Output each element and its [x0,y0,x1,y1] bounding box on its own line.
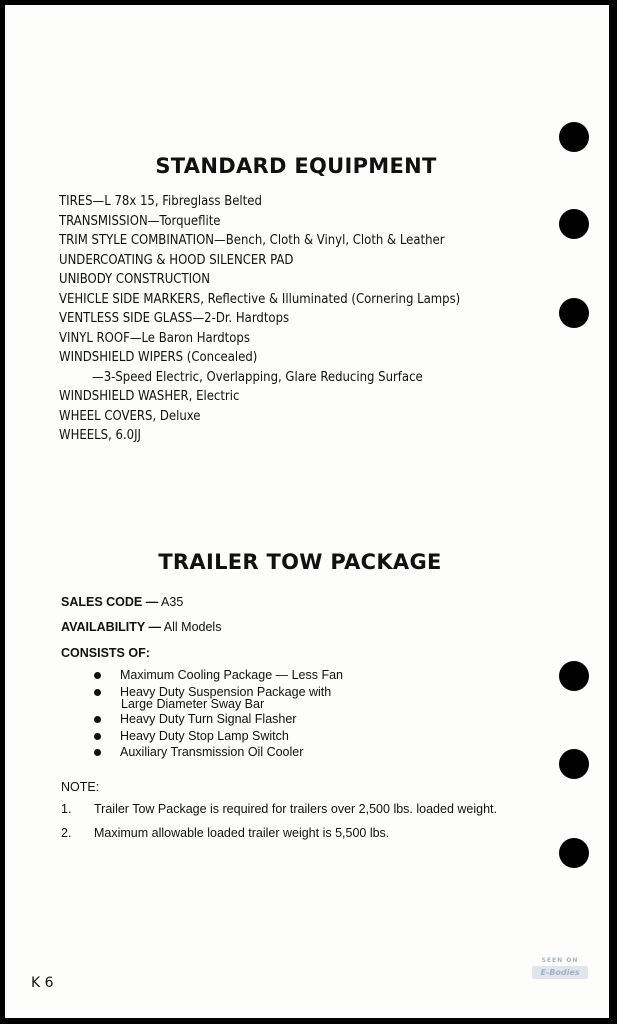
binder-hole [559,838,589,868]
list-item [93,711,343,728]
watermark-logo [532,957,588,991]
list-item: TIRES—L 78x 15, Fibreglass Belted [59,194,262,209]
watermark-bottom-text: E-Bodies [532,966,588,979]
note-label-text: NOTE: [61,780,100,794]
document-page [5,5,609,1018]
list-item [93,744,343,761]
list-item-continuation: —3-Speed Electric, Overlapping, Glare Reducing Surface [92,369,423,385]
list-item-text: Heavy Duty Turn Signal Flasher [120,712,297,726]
list-item-text: Maximum Cooling Package — Less Fan [120,668,344,682]
list-item-text: Auxiliary Transmission Oil Cooler [120,745,304,759]
list-item: TRANSMISSION—Torqueflite [59,213,221,229]
note-number: 1. [61,802,72,816]
consists-of-text: CONSISTS OF: [61,646,150,660]
list-item: VINYL ROOF—Le Baron Hardtops [59,330,250,346]
note-item [61,802,514,816]
note-number: 2. [61,826,72,840]
standard-equipment-list [59,192,460,446]
bullet-icon [94,672,101,679]
list-item: WINDSHIELD WASHER, Electric [59,389,240,404]
standard-equipment-heading: STANDARD EQUIPMENT [155,154,437,178]
list-item [93,667,343,684]
binder-hole [559,298,589,328]
list-item-text: Large Diameter Sway Bar [121,697,265,711]
binder-hole [559,209,589,239]
bullet-icon [94,733,101,740]
binder-hole [559,661,589,691]
consists-of-label [61,646,150,660]
bullet-icon [94,689,101,696]
binder-hole [559,122,589,152]
trailer-tow-heading: TRAILER TOW PACKAGE [158,550,442,574]
sales-code-line [61,595,183,609]
list-item-continuation [93,698,343,711]
list-item: VEHICLE SIDE MARKERS, Reflective & Illuminated (Cornering Lamps) [59,291,461,307]
bullet-icon [94,749,101,756]
bullet-icon [94,716,101,723]
list-item: UNDERCOATING & HOOD SILENCER PAD [59,252,294,268]
watermark-top-text: SEEN ON [541,957,579,964]
list-item: WINDSHIELD WIPERS (Concealed) [59,350,258,365]
list-item-text: Heavy Duty Stop Lamp Switch [120,728,289,743]
availability-value: All Models [163,620,222,634]
note-item [61,826,514,840]
list-item: VENTLESS SIDE GLASS—2-Dr. Hardtops [59,311,290,326]
note-text: Maximum allowable loaded trailer weight is 5,500 lbs. [94,826,390,840]
list-item-text: Heavy Duty Suspension Package with [120,684,332,699]
sales-code-label: SALES CODE — [61,595,159,609]
list-item: UNIBODY CONSTRUCTION [59,272,210,287]
availability-label: AVAILABILITY — [61,620,161,634]
availability-line [61,620,221,634]
note-text: Trailer Tow Package is required for trailers over 2,500 lbs. loaded weight. [94,802,497,816]
list-item: WHEEL COVERS, Deluxe [59,408,201,424]
list-item [93,728,343,745]
trailer-tow-items [93,667,343,761]
list-item: TRIM STYLE COMBINATION—Bench, Cloth & Vinyl, Cloth & Leather [59,233,445,248]
page-number: K 6 [31,975,54,991]
list-item: WHEELS, 6.0JJ [59,428,141,443]
sales-code-value: A35 [161,595,184,609]
notes-list [61,802,514,850]
binder-hole [559,749,589,779]
note-label [61,780,99,794]
